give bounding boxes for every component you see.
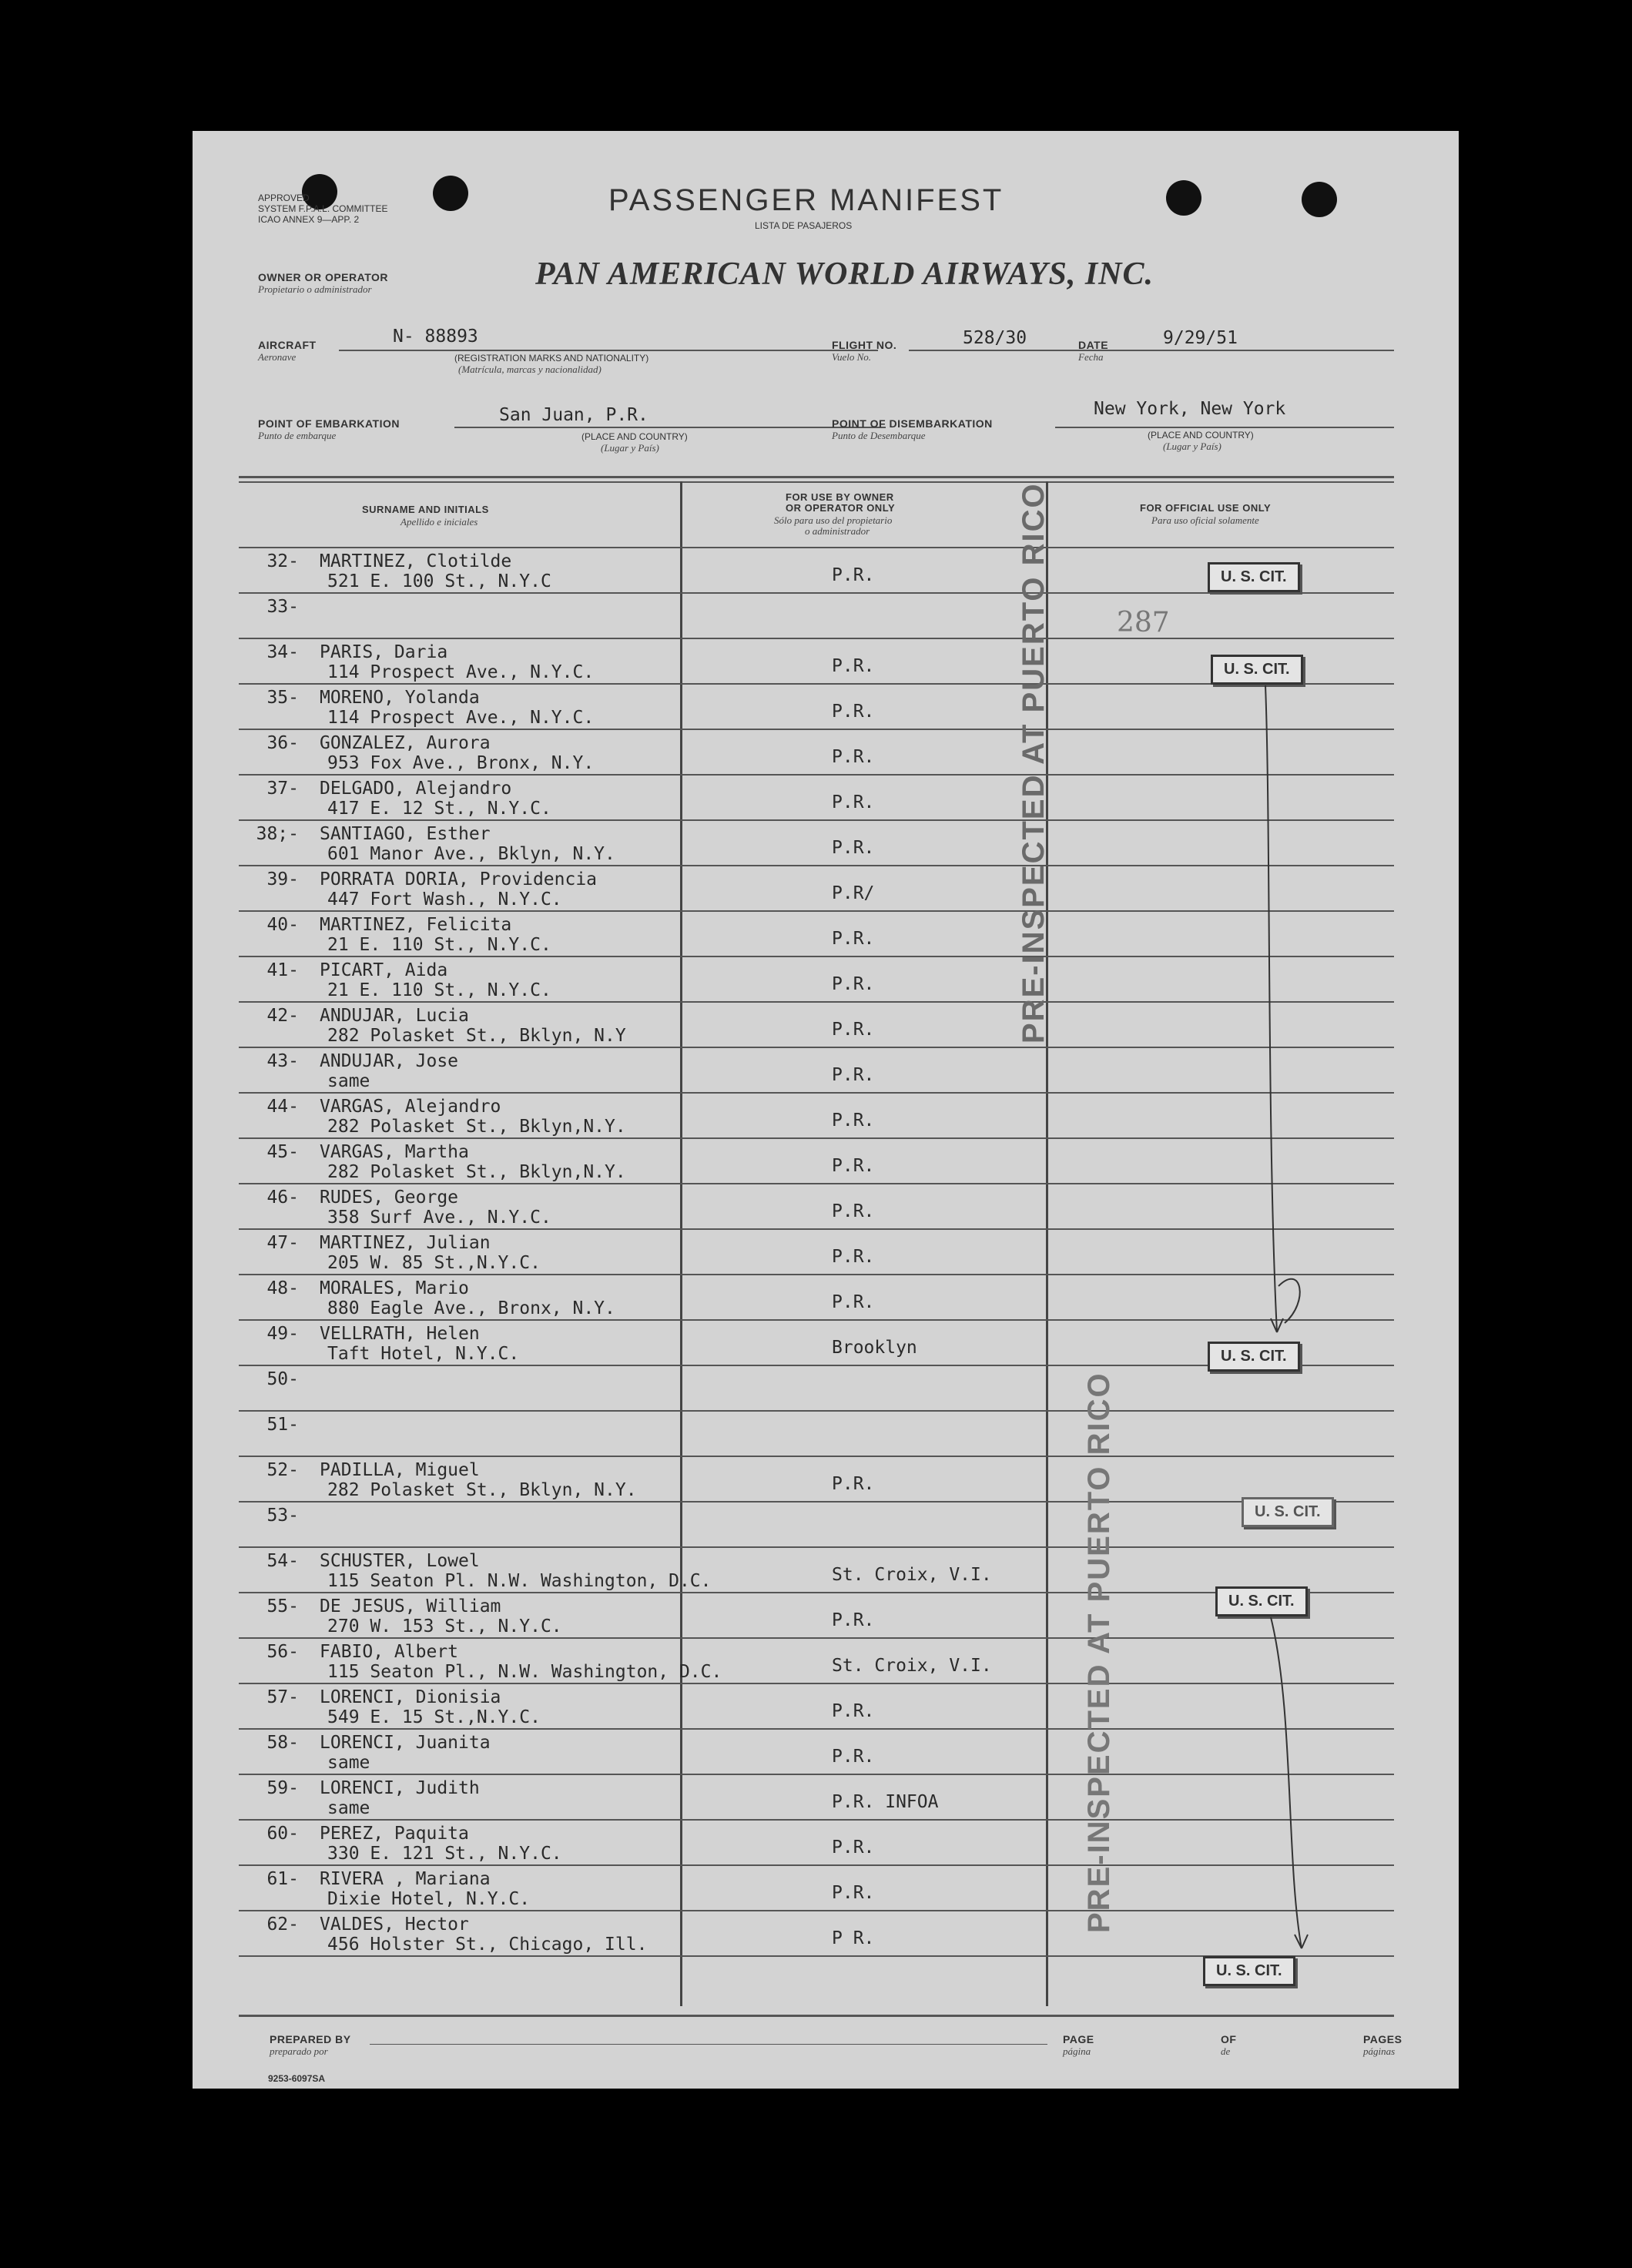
owner-use-value: P.R.	[832, 1156, 875, 1176]
aircraft-value: N- 88893	[393, 327, 478, 347]
row-number: 61-	[266, 1869, 299, 1889]
place-country-es-2: (Lugar y País)	[1163, 441, 1221, 452]
passenger-name: VARGAS, Martha	[320, 1142, 469, 1162]
passenger-address: 282 Polasket St., Bklyn, N.Y	[327, 1026, 626, 1046]
disembark-label-es: Punto de Desembarque	[832, 430, 926, 441]
passenger-name: MARTINEZ, Clotilde	[320, 551, 512, 571]
owner-use-value: P.R.	[832, 792, 875, 812]
page-label: PAGE	[1063, 2033, 1094, 2045]
col-header-owner-2: OR OPERATOR ONLY	[786, 502, 896, 514]
form-ref-1: APPROVED	[258, 193, 310, 203]
passenger-address: 115 Seaton Pl., N.W. Washington, D.C.	[327, 1662, 722, 1682]
count-stamp: 287	[1117, 607, 1170, 638]
row-number: 39-	[266, 869, 299, 889]
passenger-address: Taft Hotel, N.Y.C.	[327, 1344, 520, 1364]
passenger-name: LORENCI, Dionisia	[320, 1687, 501, 1707]
col-header-owner-es-1: Sólo para uso del propietario	[774, 514, 893, 526]
flight-label-es: Vuelo No.	[832, 351, 872, 363]
owner-label: OWNER OR OPERATOR	[258, 271, 388, 283]
owner-label-es: Propietario o administrador	[258, 283, 372, 295]
aircraft-label: AIRCRAFT	[258, 339, 317, 351]
us-cit-stamp: U. S. CIT.	[1208, 1342, 1300, 1372]
place-country-1: (PLACE AND COUNTRY)	[581, 431, 688, 442]
row-number: 51-	[266, 1415, 299, 1435]
owner-use-value: P.R.	[832, 1111, 875, 1131]
col-header-surname-es: Apellido e iniciales	[400, 516, 478, 528]
row-number: 34-	[266, 642, 299, 662]
col-header-owner-es-2: o administrador	[805, 525, 870, 537]
row-number: 54-	[266, 1551, 299, 1571]
passenger-address: 282 Polasket St., Bklyn, N.Y.	[327, 1480, 637, 1500]
row-number: 36-	[266, 733, 299, 753]
owner-use-value: Brooklyn	[832, 1338, 917, 1358]
of-label-es: de	[1221, 2045, 1231, 2057]
owner-use-value: P.R.	[832, 1747, 875, 1767]
date-value: 9/29/51	[1163, 328, 1238, 348]
disembark-value: New York, New York	[1094, 399, 1286, 419]
passenger-address: 880 Eagle Ave., Bronx, N.Y.	[327, 1298, 615, 1318]
passenger-address: 205 W. 85 St.,N.Y.C.	[327, 1253, 541, 1273]
passenger-address: 521 E. 100 St., N.Y.C	[327, 571, 551, 591]
row-number: 37-	[266, 779, 299, 799]
preinspected-stamp: PRE-INSPECTED AT PUERTO RICO	[1017, 482, 1051, 1044]
row-number: 40-	[266, 915, 299, 935]
passenger-name: VALDES, Hector	[320, 1915, 469, 1935]
owner-use-value: St. Croix, V.I.	[832, 1565, 992, 1585]
passenger-address: 21 E. 110 St., N.Y.C.	[327, 980, 551, 1000]
date-label: DATE	[1078, 339, 1109, 351]
passenger-name: FABIO, Albert	[320, 1642, 459, 1662]
embark-label: POINT OF EMBARKATION	[258, 417, 400, 430]
col-header-official-es: Para uso oficial solamente	[1151, 514, 1259, 526]
passenger-name: LORENCI, Judith	[320, 1778, 480, 1798]
passenger-name: ANDUJAR, Jose	[320, 1051, 459, 1071]
row-number: 46-	[266, 1188, 299, 1208]
embark-label-es: Punto de embarque	[258, 430, 337, 441]
row-number: 43-	[266, 1051, 299, 1071]
passenger-address: 447 Fort Wash., N.Y.C.	[327, 889, 562, 910]
owner-use-value: P.R.	[832, 1474, 875, 1494]
passenger-address: 417 E. 12 St., N.Y.C.	[327, 799, 551, 819]
passenger-address: 282 Polasket St., Bklyn,N.Y.	[327, 1117, 626, 1137]
passenger-name: PEREZ, Paquita	[320, 1824, 469, 1844]
passenger-address: same	[327, 1071, 370, 1091]
passenger-address: 114 Prospect Ave., N.Y.C.	[327, 662, 595, 682]
flight-value: 528/30	[963, 328, 1027, 348]
passenger-address: 953 Fox Ave., Bronx, N.Y.	[327, 753, 595, 773]
preinspected-stamp: PRE-INSPECTED AT PUERTO RICO	[1082, 1372, 1116, 1933]
passenger-address: Dixie Hotel, N.Y.C.	[327, 1889, 531, 1909]
passenger-address: 114 Prospect Ave., N.Y.C.	[327, 708, 595, 728]
row-number: 42-	[266, 1006, 299, 1026]
owner-name: PAN AMERICAN WORLD AIRWAYS, INC.	[535, 256, 1154, 292]
pages-label-es: páginas	[1363, 2045, 1396, 2057]
owner-use-value: P.R.	[832, 1201, 875, 1221]
place-country-es-1: (Lugar y País)	[601, 442, 659, 454]
owner-use-value: P.R.	[832, 1838, 875, 1858]
owner-use-value: P.R.	[832, 565, 875, 585]
row-number: 58-	[266, 1733, 299, 1753]
passenger-name: MARTINEZ, Julian	[320, 1233, 491, 1253]
passenger-address: 282 Polasket St., Bklyn,N.Y.	[327, 1162, 626, 1182]
row-number: 45-	[266, 1142, 299, 1162]
owner-use-value: P.R.	[832, 1883, 875, 1903]
col-header-surname: SURNAME AND INITIALS	[362, 504, 489, 515]
prepared-by-label: PREPARED BY	[270, 2033, 351, 2045]
passenger-name: PORRATA DORIA, Providencia	[320, 869, 598, 889]
passenger-address: same	[327, 1798, 370, 1818]
us-cit-stamp: U. S. CIT.	[1208, 562, 1300, 592]
passenger-name: VARGAS, Alejandro	[320, 1097, 501, 1117]
of-label: OF	[1221, 2033, 1237, 2045]
row-number: 62-	[266, 1915, 299, 1935]
owner-use-value: P.R.	[832, 929, 875, 949]
form-number: 9253-6097SA	[268, 2073, 326, 2084]
manifest-sheet	[193, 131, 1459, 2089]
us-cit-stamp: U. S. CIT.	[1242, 1497, 1334, 1527]
form-ref-2: SYSTEM F.P.A.L. COMMITTEE	[258, 203, 388, 214]
passenger-address: 601 Manor Ave., Bklyn, N.Y.	[327, 844, 615, 864]
passenger-name: PADILLA, Miguel	[320, 1460, 480, 1480]
us-cit-stamp: U. S. CIT.	[1215, 1586, 1308, 1616]
prepared-by-underline	[370, 2044, 1047, 2045]
registration-note: (REGISTRATION MARKS AND NATIONALITY)	[454, 353, 649, 363]
owner-use-value: P.R.	[832, 1020, 875, 1040]
page-label-es: página	[1063, 2045, 1091, 2057]
owner-use-value: P.R/	[832, 883, 875, 903]
owner-use-value: P.R.	[832, 1247, 875, 1267]
owner-use-value: P.R.	[832, 974, 875, 994]
owner-use-value: P.R.	[832, 838, 875, 858]
row-number: 33-	[266, 597, 299, 617]
passenger-name: ANDUJAR, Lucia	[320, 1006, 469, 1026]
passenger-address: 115 Seaton Pl. N.W. Washington, D.C.	[327, 1571, 712, 1591]
passenger-name: SANTIAGO, Esther	[320, 824, 491, 844]
disembark-label: POINT OF DISEMBARKATION	[832, 417, 993, 430]
passenger-address: same	[327, 1753, 370, 1773]
owner-use-value: St. Croix, V.I.	[832, 1656, 992, 1676]
passenger-name: PICART, Aida	[320, 960, 448, 980]
owner-use-value: P.R.	[832, 1065, 875, 1085]
embark-value: San Juan, P.R.	[499, 405, 648, 425]
us-cit-stamp: U. S. CIT.	[1211, 655, 1303, 685]
registration-note-es: (Matrícula, marcas y nacionalidad)	[458, 363, 602, 375]
passenger-name: PARIS, Daria	[320, 642, 448, 662]
footer-rule	[239, 2015, 1394, 2017]
aircraft-label-es: Aeronave	[258, 351, 297, 363]
row-number: 53-	[266, 1506, 299, 1526]
row-number: 32-	[266, 551, 299, 571]
page-title-es: LISTA DE PASAJEROS	[755, 220, 853, 231]
row-number: 52-	[266, 1460, 299, 1480]
arrow-lines	[193, 131, 1459, 2089]
place-country-2: (PLACE AND COUNTRY)	[1148, 430, 1254, 441]
passenger-name: GONZALEZ, Aurora	[320, 733, 491, 753]
passenger-name: VELLRATH, Helen	[320, 1324, 480, 1344]
us-cit-stamp: U. S. CIT.	[1203, 1956, 1295, 1986]
passenger-name: SCHUSTER, Lowel	[320, 1551, 480, 1571]
passenger-address: 456 Holster St., Chicago, Ill.	[327, 1935, 648, 1955]
page-title: PASSENGER MANIFEST	[608, 183, 1004, 217]
passenger-name: MARTINEZ, Felicita	[320, 915, 512, 935]
row-number: 59-	[266, 1778, 299, 1798]
passenger-address: 549 E. 15 St.,N.Y.C.	[327, 1707, 541, 1727]
passenger-address: 330 E. 121 St., N.Y.C.	[327, 1844, 562, 1864]
row-number: 60-	[266, 1824, 299, 1844]
row-number: 55-	[266, 1596, 299, 1616]
row-number: 47-	[266, 1233, 299, 1253]
row-number: 56-	[266, 1642, 299, 1662]
owner-use-value: P.R.	[832, 747, 875, 767]
flight-label: FLIGHT NO.	[832, 339, 897, 351]
prepared-by-label-es: preparado por	[270, 2045, 328, 2057]
passenger-name: MORENO, Yolanda	[320, 688, 480, 708]
form-ref-3: ICAO ANNEX 9—APP. 2	[258, 214, 360, 225]
passenger-name: RUDES, George	[320, 1188, 459, 1208]
passenger-address: 270 W. 153 St., N.Y.C.	[327, 1616, 562, 1637]
passenger-name: DE JESUS, William	[320, 1596, 501, 1616]
date-label-es: Fecha	[1078, 351, 1104, 363]
row-number: 38;-	[256, 824, 299, 844]
passenger-name: RIVERA , Mariana	[320, 1869, 491, 1889]
row-number: 48-	[266, 1278, 299, 1298]
row-number: 50-	[266, 1369, 299, 1389]
pages-label: PAGES	[1363, 2033, 1402, 2045]
owner-use-value: P.R.	[832, 702, 875, 722]
passenger-address: 21 E. 110 St., N.Y.C.	[327, 935, 551, 955]
owner-use-value: P.R.	[832, 656, 875, 676]
owner-use-value: P.R.	[832, 1292, 875, 1312]
row-number: 57-	[266, 1687, 299, 1707]
col-header-official: FOR OFFICIAL USE ONLY	[1140, 502, 1272, 514]
passenger-name: DELGADO, Alejandro	[320, 779, 512, 799]
row-number: 35-	[266, 688, 299, 708]
passenger-name: LORENCI, Juanita	[320, 1733, 491, 1753]
owner-use-value: P.R.	[832, 1610, 875, 1630]
passenger-address: 358 Surf Ave., N.Y.C.	[327, 1208, 551, 1228]
col-header-owner-1: FOR USE BY OWNER	[786, 491, 894, 503]
row-number: 41-	[266, 960, 299, 980]
passenger-name: MORALES, Mario	[320, 1278, 469, 1298]
owner-use-value: P.R.	[832, 1701, 875, 1721]
owner-use-value: P.R. INFOA	[832, 1792, 939, 1812]
row-number: 49-	[266, 1324, 299, 1344]
row-number: 44-	[266, 1097, 299, 1117]
owner-use-value: P R.	[832, 1928, 875, 1948]
